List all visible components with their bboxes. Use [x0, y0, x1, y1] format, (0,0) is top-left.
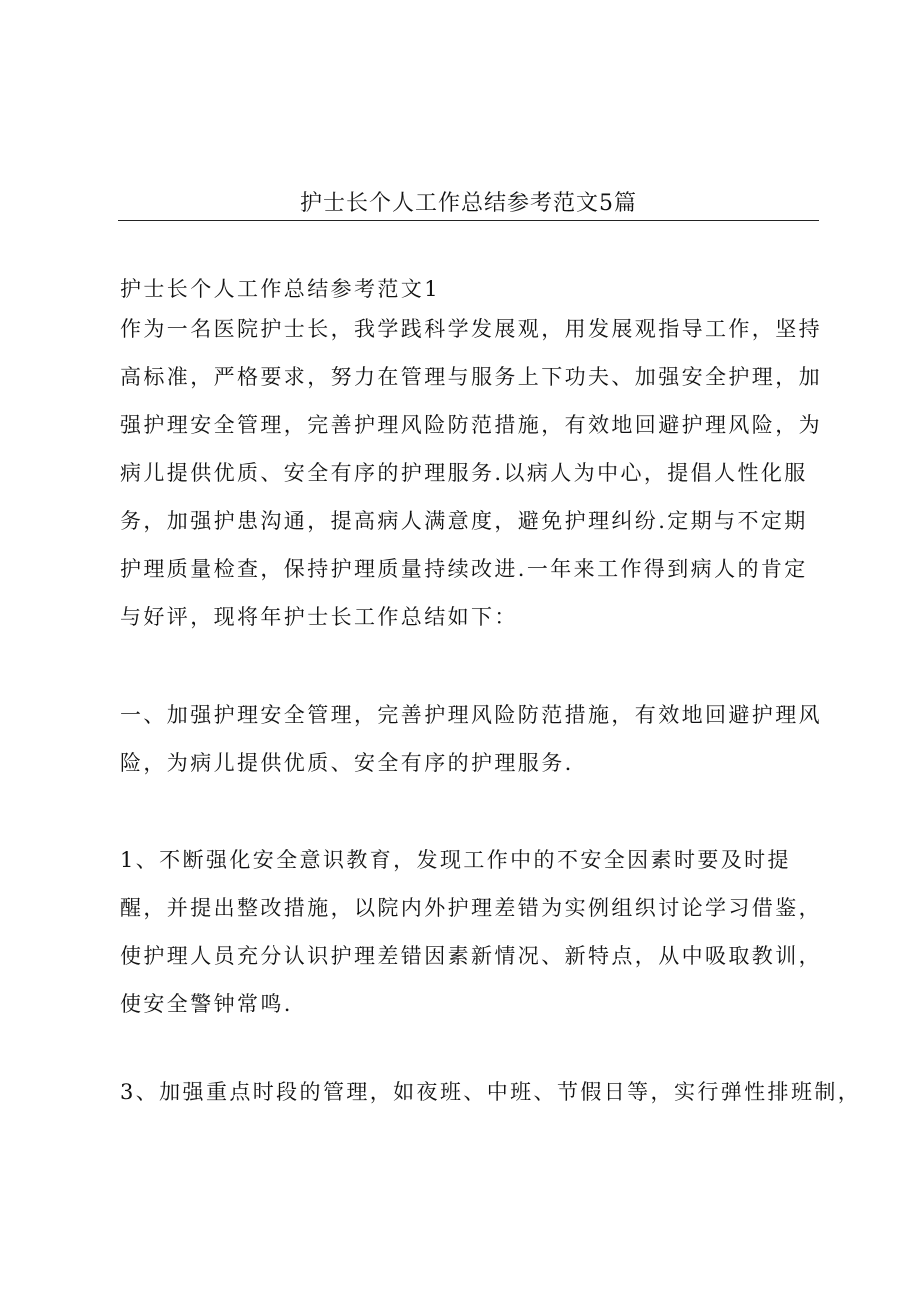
document-title: 护士长个人工作总结参考范文5篇 — [300, 191, 637, 216]
intro-paragraph — [120, 305, 820, 641]
item-three-paragraph — [120, 1068, 862, 1116]
paragraph-line: 高标准，严格要求，努力在管理与服务上下功夫、加强安全护理，加 — [120, 365, 822, 389]
paragraph-line: 护理质量检查，保持护理质量持续改进.一年来工作得到病人的肯定 — [120, 557, 808, 581]
paragraph-line: 1、不断强化安全意识教育，发现工作中的不安全因素时要及时提 — [120, 848, 791, 872]
title-underline — [118, 220, 819, 221]
paragraph-line: 3、加强重点时段的管理，如夜班、中班、节假日等，实行弹性排班制， — [120, 1080, 862, 1104]
paragraph-line: 使护理人员充分认识护理差错因素新情况、新特点，从中吸取教训， — [120, 944, 822, 968]
paragraph-line: 作为一名医院护士长，我学践科学发展观，用发展观指导工作，坚持 — [120, 317, 822, 341]
paragraph-line: 使安全警钟常鸣. — [120, 992, 293, 1016]
item-one-paragraph — [120, 836, 820, 1028]
paragraph-line: 务，加强护患沟通，提高病人满意度，避免护理纠纷.定期与不定期 — [120, 509, 808, 533]
paragraph-line: 强护理安全管理，完善护理风险防范措施，有效地回避护理风险，为 — [120, 413, 822, 437]
paragraph-line: 险，为病儿提供优质、安全有序的护理服务. — [120, 751, 574, 775]
point-one-paragraph — [120, 691, 820, 787]
paragraph-line: 病儿提供优质、安全有序的护理服务.以病人为中心，提倡人性化服 — [120, 461, 808, 485]
paragraph-line: 与好评，现将年护士长工作总结如下： — [120, 605, 518, 629]
paragraph-line: 醒，并提出整改措施，以院内外护理差错为实例组织讨论学习借鉴， — [120, 896, 822, 920]
section-heading-text: 护士长个人工作总结参考范文1 — [120, 277, 440, 301]
paragraph-line: 一、加强护理安全管理，完善护理风险防范措施，有效地回避护理风 — [120, 703, 822, 727]
